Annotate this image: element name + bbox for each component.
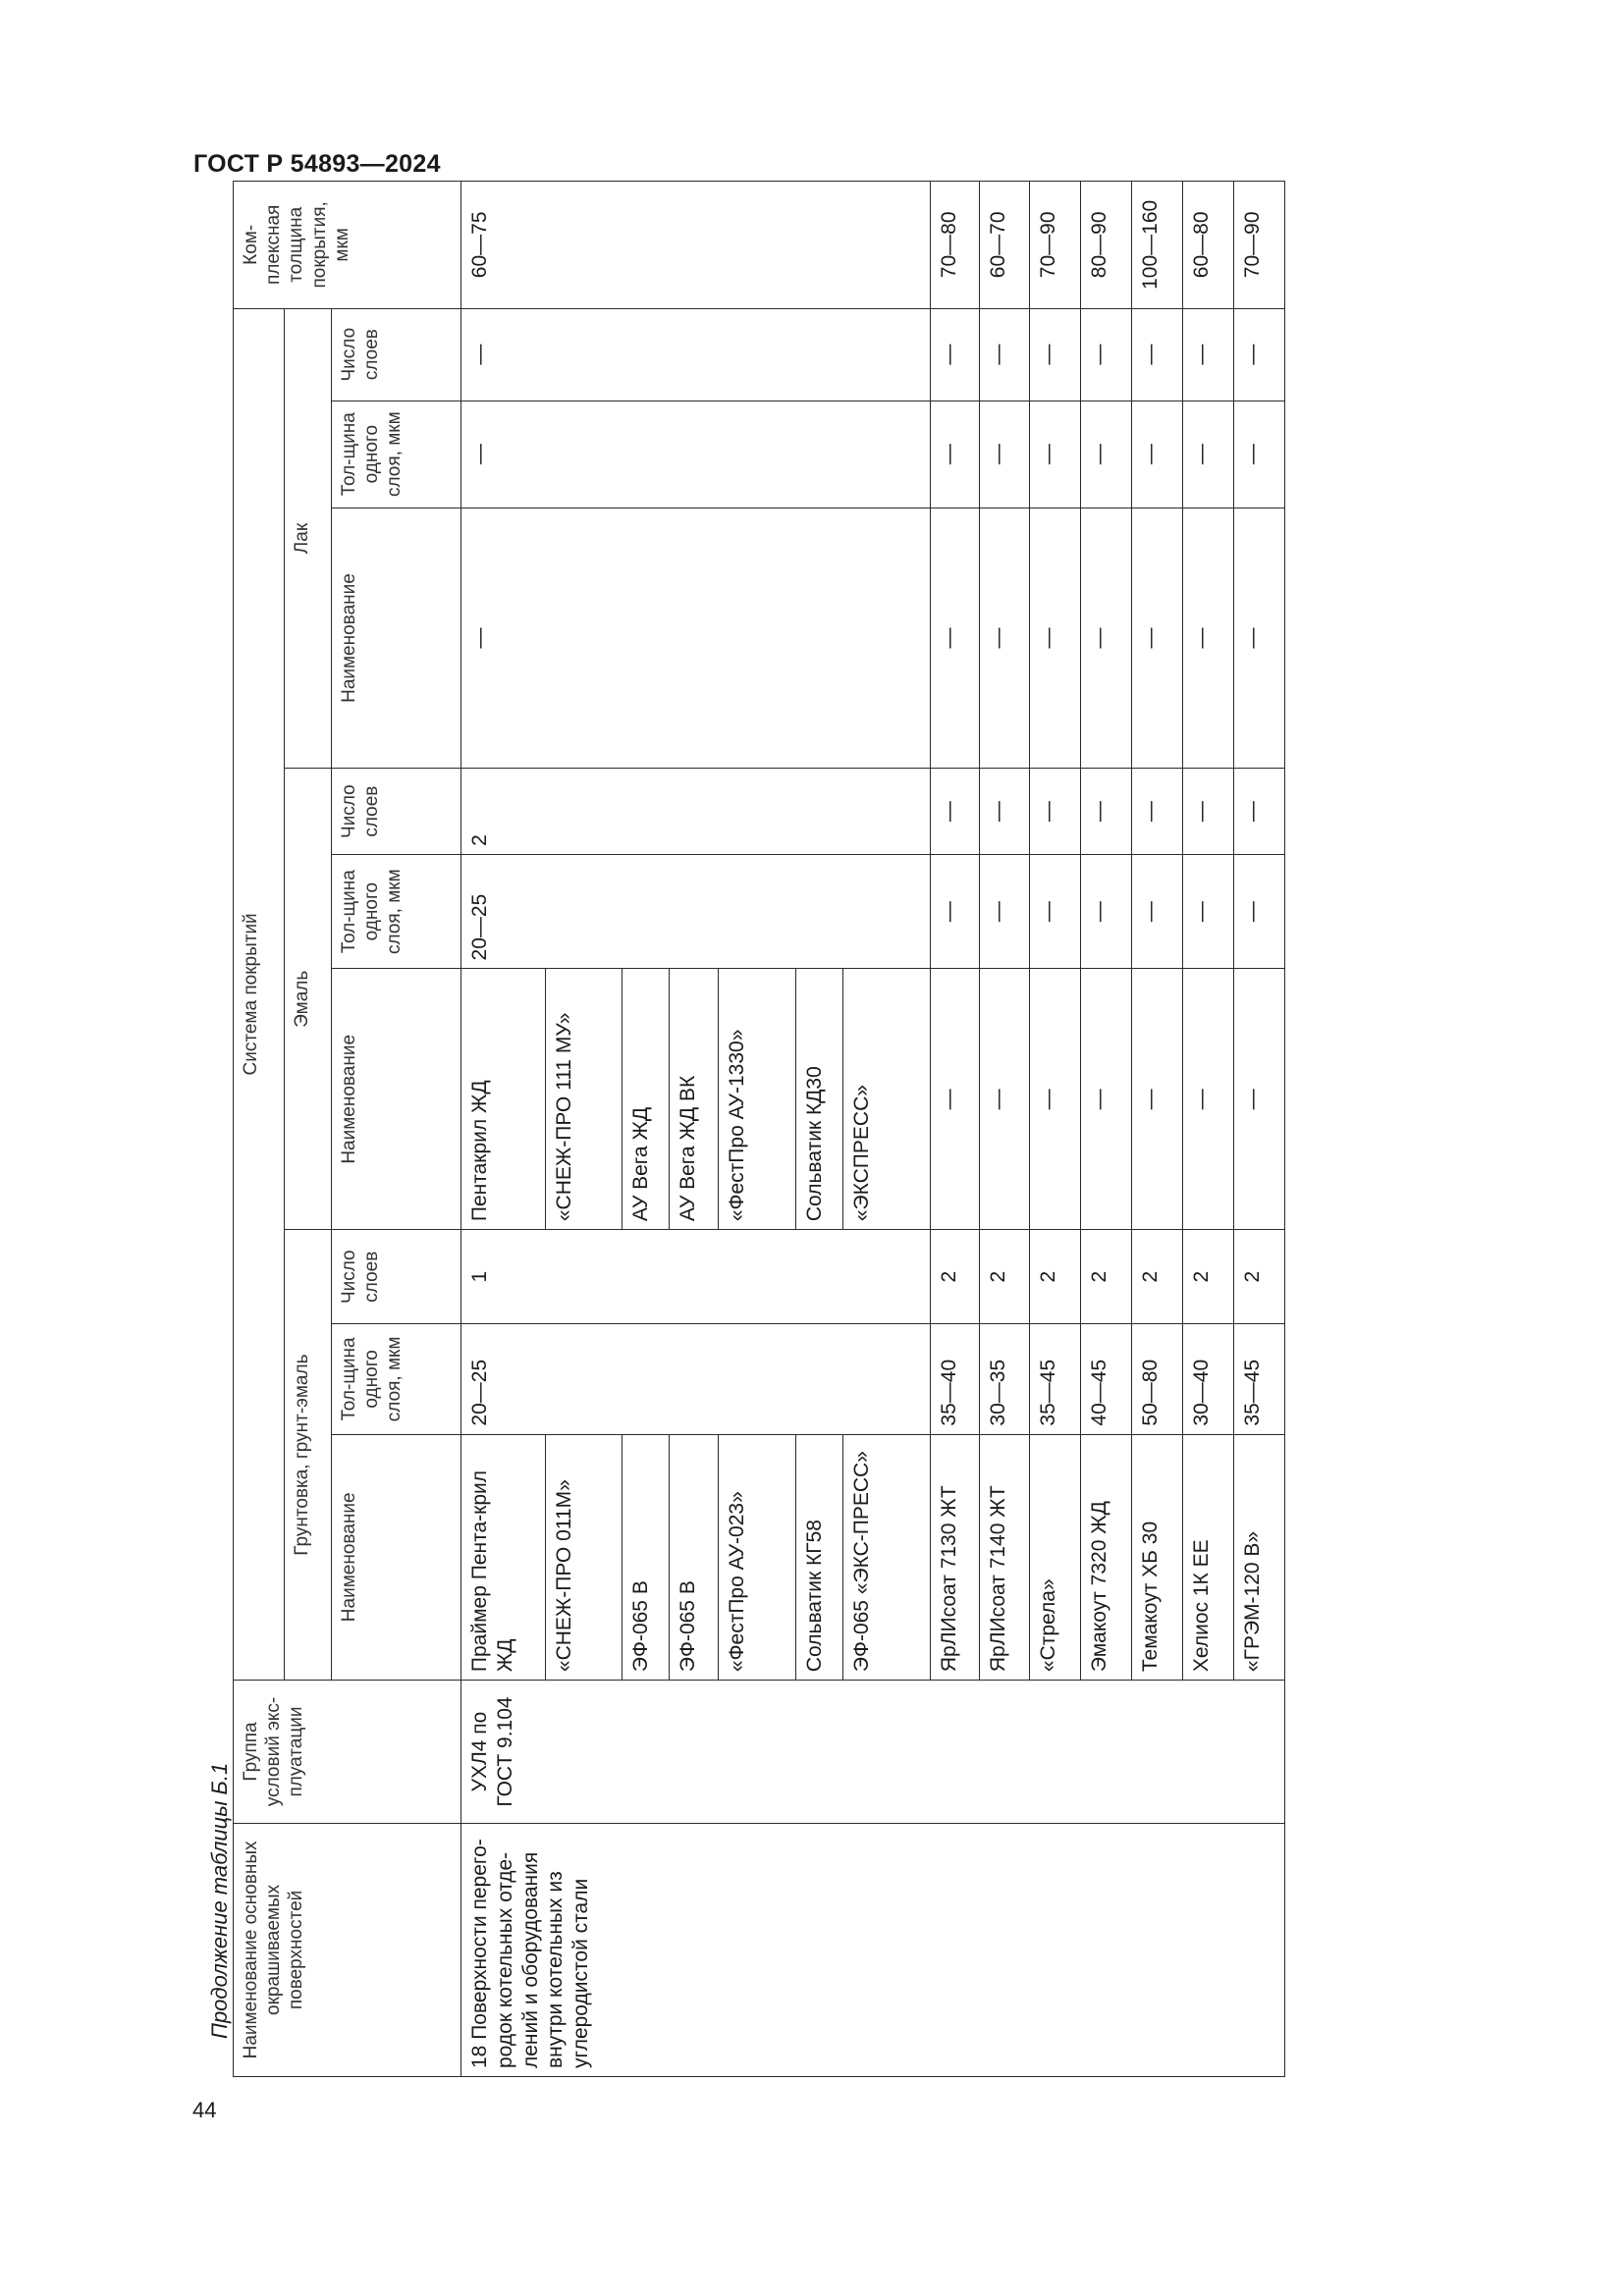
lacquer-thickness: — (1081, 400, 1132, 507)
total-thickness: 60—75 (461, 182, 930, 309)
lacquer-thickness: — (1132, 400, 1183, 507)
enamel-name: — (1030, 969, 1081, 1230)
total-thickness: 100—160 (1132, 182, 1183, 309)
enamel-name: «ФестПро АУ-1330» (718, 969, 795, 1230)
primer-layers: 2 (1132, 1230, 1183, 1324)
enamel-thickness: — (1081, 854, 1132, 969)
header-total: Ком-плексная толщина покрытия, мкм (234, 182, 461, 309)
total-thickness: 70—80 (930, 182, 979, 309)
enamel-layers: — (1233, 769, 1284, 854)
page-number: 44 (192, 2098, 217, 2122)
enamel-layers: — (1183, 769, 1234, 854)
enamel-name: АУ Вега ЖД ВК (670, 969, 719, 1230)
primer-name: Праймер Пента-крил ЖД (461, 1434, 545, 1681)
enamel-name: — (1081, 969, 1132, 1230)
primer-thickness: 35—40 (930, 1324, 979, 1434)
lacquer-layers: — (1233, 308, 1284, 400)
lacquer-layers: — (979, 308, 1030, 400)
enamel-name: — (1233, 969, 1284, 1230)
lacquer-layers: — (1132, 308, 1183, 400)
primer-name: «Стрела» (1030, 1434, 1081, 1681)
enamel-name: — (1183, 969, 1234, 1230)
header-surfaces: Наименование основных окрашиваемых поверхностей (234, 1823, 461, 2076)
group-cell: УХЛ4 по ГОСТ 9.104 (461, 1681, 1285, 1824)
primer-layers: 2 (930, 1230, 979, 1324)
enamel-name: Пентакрил ЖД (461, 969, 545, 1230)
lacquer-name: — (1081, 507, 1132, 769)
lacquer-name: — (461, 507, 930, 769)
enamel-thickness: — (930, 854, 979, 969)
primer-name: «ФестПро АУ-023» (718, 1434, 795, 1681)
table-container (233, 181, 1285, 2077)
header-lacquer: Лак (284, 308, 331, 769)
lacquer-name: — (1132, 507, 1183, 769)
primer-thickness: 30—35 (979, 1324, 1030, 1434)
lacquer-layers: — (930, 308, 979, 400)
enamel-name: — (979, 969, 1030, 1230)
lacquer-thickness: — (930, 400, 979, 507)
enamel-name: АУ Вега ЖД (623, 969, 670, 1230)
primer-layers: 2 (1233, 1230, 1284, 1324)
total-thickness: 70—90 (1030, 182, 1081, 309)
primer-name: ЭФ-065 «ЭКС-ПРЕСС» (842, 1434, 930, 1681)
lacquer-name: — (1183, 507, 1234, 769)
total-thickness: 60—70 (979, 182, 1030, 309)
header-primer: Грунтовка, грунт-эмаль (284, 1230, 331, 1681)
primer-thickness: 40—45 (1081, 1324, 1132, 1434)
lacquer-thickness: — (1030, 400, 1081, 507)
coating-systems-table (233, 181, 1285, 2077)
lacquer-thickness: — (979, 400, 1030, 507)
primer-name: Темакоут ХБ 30 (1132, 1434, 1183, 1681)
total-thickness: 70—90 (1233, 182, 1284, 309)
header-system: Система покрытий (234, 308, 285, 1680)
enamel-layers: — (1081, 769, 1132, 854)
document-header: ГОСТ Р 54893—2024 (193, 150, 441, 178)
primer-thickness: 50—80 (1132, 1324, 1183, 1434)
enamel-layers: — (1132, 769, 1183, 854)
enamel-name: — (1132, 969, 1183, 1230)
primer-name: ЯрЛИсоат 7130 ЖТ (930, 1434, 979, 1681)
header-name: Наименование (331, 507, 461, 769)
header-name: Наименование (331, 1434, 461, 1681)
enamel-thickness: — (1030, 854, 1081, 969)
lacquer-layers: — (1081, 308, 1132, 400)
header-enamel: Эмаль (284, 769, 331, 1230)
table-row (461, 182, 545, 2077)
lacquer-layers: — (1030, 308, 1081, 400)
primer-name: «СНЕЖ-ПРО 011М» (545, 1434, 623, 1681)
lacquer-name: — (1030, 507, 1081, 769)
primer-name: «ГРЭМ-120 В» (1233, 1434, 1284, 1681)
enamel-thickness: 20—25 (461, 854, 930, 969)
enamel-thickness: — (1233, 854, 1284, 969)
enamel-layers: — (979, 769, 1030, 854)
primer-layers: 1 (461, 1230, 930, 1324)
enamel-name: «СНЕЖ-ПРО 111 МУ» (545, 969, 623, 1230)
lacquer-name: — (979, 507, 1030, 769)
lacquer-thickness: — (1183, 400, 1234, 507)
header-layers: Число слоев (331, 769, 461, 854)
surface-cell: 18 Поверхности перего-родок котельных отде-лений и оборудования внутри котельных из углеродистой стали (461, 1823, 1285, 2076)
enamel-thickness: — (1183, 854, 1234, 969)
enamel-layers: — (1030, 769, 1081, 854)
primer-thickness: 30—40 (1183, 1324, 1234, 1434)
total-thickness: 80—90 (1081, 182, 1132, 309)
header-thickness: Тол-щина одного слоя, мкм (331, 854, 461, 969)
primer-layers: 2 (1030, 1230, 1081, 1324)
enamel-name: Сольватик КД30 (795, 969, 842, 1230)
enamel-layers: 2 (461, 769, 930, 854)
header-name: Наименование (331, 969, 461, 1230)
primer-name: Сольватик КГ58 (795, 1434, 842, 1681)
lacquer-thickness: — (1233, 400, 1284, 507)
header-layers: Число слоев (331, 1230, 461, 1324)
primer-thickness: 35—45 (1233, 1324, 1284, 1434)
primer-layers: 2 (1183, 1230, 1234, 1324)
primer-name: ЭФ-065 В (623, 1434, 670, 1681)
enamel-thickness: — (1132, 854, 1183, 969)
lacquer-thickness: — (461, 400, 930, 507)
primer-name: Хелиос 1К ЕЕ (1183, 1434, 1234, 1681)
header-thickness: Тол-щина одного слоя, мкм (331, 400, 461, 507)
enamel-layers: — (930, 769, 979, 854)
header-layers: Число слоев (331, 308, 461, 400)
enamel-thickness: — (979, 854, 1030, 969)
primer-name: ЭФ-065 В (670, 1434, 719, 1681)
header-group: Группа условий экс-плуатации (234, 1681, 461, 1824)
lacquer-layers: — (461, 308, 930, 400)
primer-layers: 2 (979, 1230, 1030, 1324)
primer-thickness: 20—25 (461, 1324, 930, 1434)
table-caption: Продолжение таблицы Б.1 (207, 1762, 232, 2039)
header-thickness: Тол-щина одного слоя, мкм (331, 1324, 461, 1434)
lacquer-layers: — (1183, 308, 1234, 400)
lacquer-name: — (1233, 507, 1284, 769)
primer-name: ЯрЛИсоат 7140 ЖТ (979, 1434, 1030, 1681)
total-thickness: 60—80 (1183, 182, 1234, 309)
lacquer-name: — (930, 507, 979, 769)
enamel-name: — (930, 969, 979, 1230)
primer-layers: 2 (1081, 1230, 1132, 1324)
primer-thickness: 35—45 (1030, 1324, 1081, 1434)
primer-name: Эмакоут 7320 ЖД (1081, 1434, 1132, 1681)
enamel-name: «ЭКСПРЕСС» (842, 969, 930, 1230)
